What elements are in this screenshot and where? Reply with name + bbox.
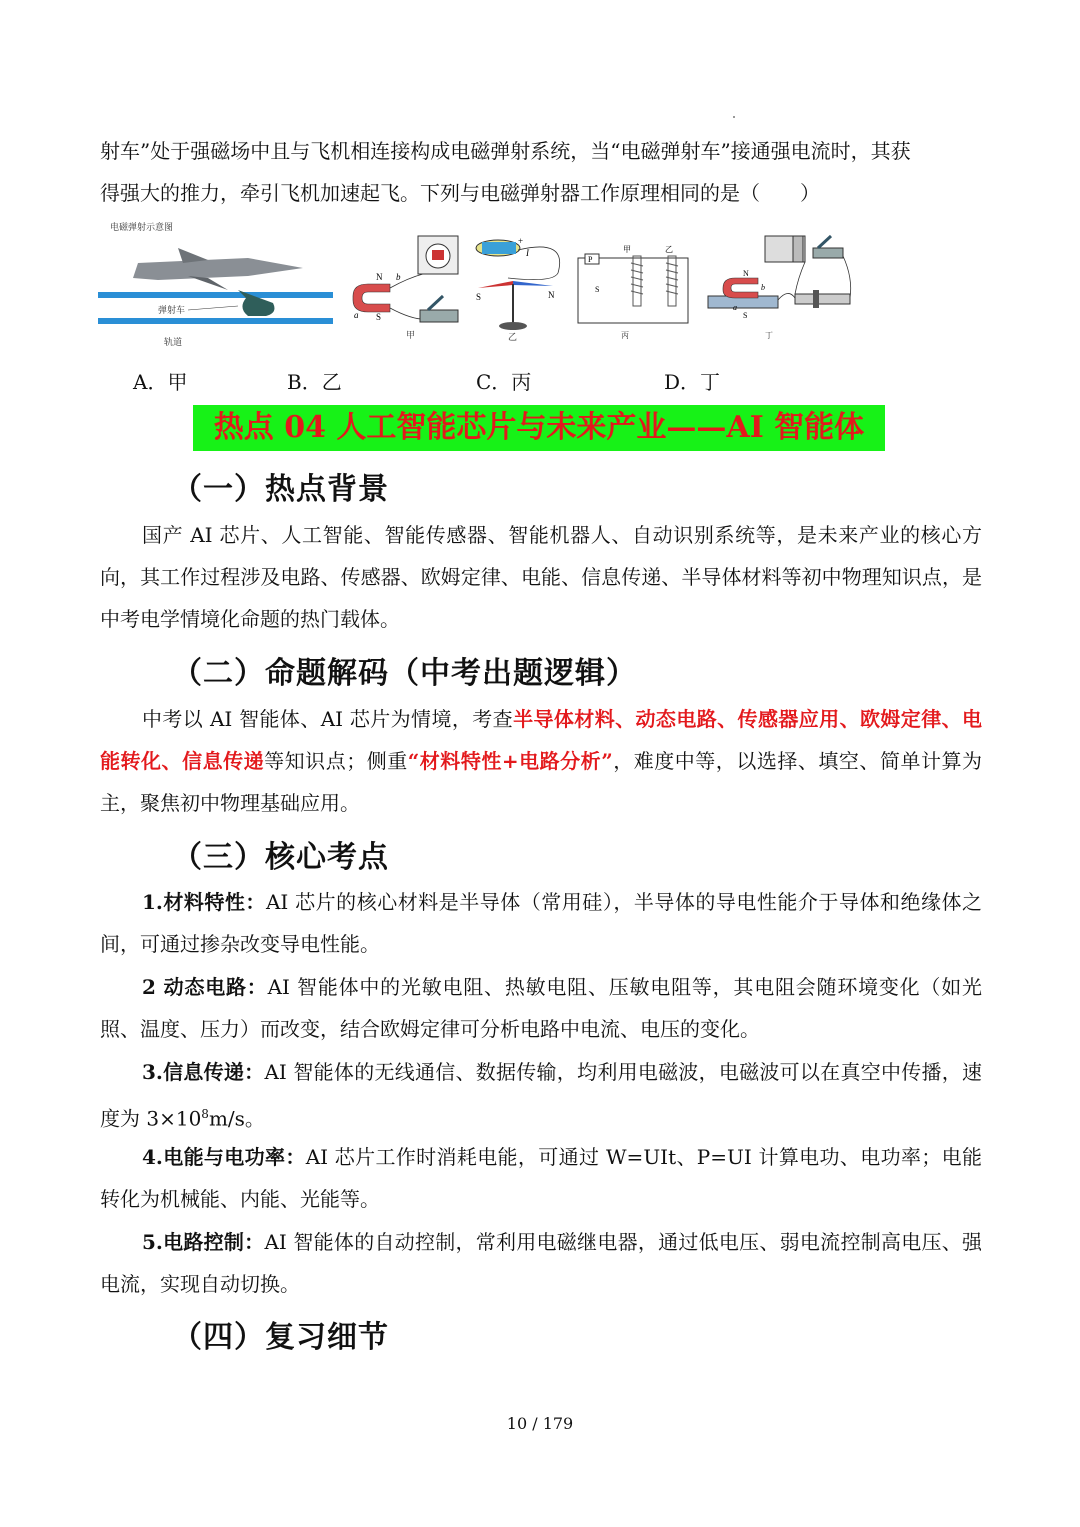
hot-topic-title: 热点 04 人工智能芯片与未来产业——AI 智能体 bbox=[193, 405, 885, 451]
svg-text:+: + bbox=[518, 236, 524, 246]
svg-text:b: b bbox=[761, 283, 765, 292]
svg-text:S: S bbox=[595, 285, 600, 294]
section-4-title: （四）复习细节 bbox=[172, 1320, 389, 1355]
svg-text:甲: 甲 bbox=[406, 330, 416, 340]
key-point-4: 4.电能与电功率：AI 芯片工作时消耗电能，可通过 W=UIt、P=UI 计算电功、电功率；电能转化为机械能、内能、光能等。 bbox=[100, 1145, 982, 1211]
figure-bing bbox=[578, 245, 688, 340]
svg-text:S: S bbox=[743, 311, 748, 320]
scan-dot bbox=[733, 116, 735, 118]
svg-text:N: N bbox=[743, 269, 749, 278]
question-text: 射车”处于强磁场中且与飞机相连接构成电磁弹射系统，当“电磁弹射车”接通强电流时，其获 得强大的推力，牵引飞机加速起飞。下列与电磁弹射器工作原理相同的是（ ） bbox=[100, 139, 911, 205]
svg-text:a: a bbox=[733, 303, 737, 312]
page-number: 10 / 179 bbox=[506, 1414, 574, 1433]
section-1-body: 国产 AI 芯片、人工智能、智能传感器、智能机器人、自动识别系统等，是未来产业的核心方向，其工作过程涉及电路、传感器、欧姆定律、电能、信息传递、半导体材料等初中物理知识点，是中考电学情境化命题的热门载体。 bbox=[100, 523, 982, 631]
key-point-2: 2 动态电路：AI 智能体中的光敏电阻、热敏电阻、压敏电阻等，其电阻会随环境变化（如光照、温度、压力）而改变，结合欧姆定律可分析电路中电流、电压的变化。 bbox=[100, 975, 982, 1041]
svg-text:弹射车: 弹射车 bbox=[158, 305, 186, 315]
section-3-title: （三）核心考点 bbox=[172, 840, 389, 875]
svg-text:S: S bbox=[476, 292, 482, 302]
section-2-title: （二）命题解码（中考出题逻辑） bbox=[172, 656, 637, 691]
figure-yi bbox=[476, 236, 560, 342]
key-point-5: 5.电路控制：AI 智能体的自动控制，常利用电磁继电器，通过低电压、弱电流控制高电压、强电流，实现自动切换。 bbox=[100, 1230, 982, 1296]
svg-text:P: P bbox=[588, 255, 593, 264]
option-b[interactable]: B．乙 bbox=[287, 370, 342, 394]
svg-text:丁: 丁 bbox=[765, 331, 773, 340]
figure-ding bbox=[708, 236, 851, 340]
figure-jia bbox=[353, 236, 458, 340]
svg-text:N: N bbox=[376, 272, 383, 282]
svg-text:I: I bbox=[526, 248, 529, 258]
svg-text:甲: 甲 bbox=[623, 245, 631, 254]
option-d[interactable]: D．丁 bbox=[664, 370, 721, 394]
question-figures bbox=[98, 218, 868, 348]
option-c[interactable]: C．丙 bbox=[476, 370, 532, 394]
svg-text:b: b bbox=[396, 272, 401, 282]
fig-caption: 电磁弹射示意图 bbox=[110, 222, 174, 232]
svg-text:S: S bbox=[376, 312, 382, 322]
svg-text:a: a bbox=[354, 310, 359, 320]
svg-text:乙: 乙 bbox=[665, 245, 673, 254]
section-2-body: 中考以 AI 智能体、AI 芯片为情境，考查半导体材料、动态电路、传感器应用、欧姆定律、电能转化、信息传递等知识点；侧重“材料特性+电路分析”，难度中等，以选择、填空、简单计算为主，聚焦初中物理基础应用。 bbox=[100, 707, 983, 815]
option-a[interactable]: A．甲 bbox=[133, 370, 188, 394]
key-point-3: 3.信息传递：AI 智能体的无线通信、数据传输，均利用电磁波，电磁波可以在真空中传播，速度为 $3\times 10^8m/s$。 bbox=[100, 1060, 982, 1131]
svg-text:乙: 乙 bbox=[508, 332, 518, 342]
svg-text:轨道: 轨道 bbox=[164, 337, 183, 347]
key-point-1: 1.材料特性：AI 芯片的核心材料是半导体（常用硅），半导体的导电性能介于导体和绝缘体之间，可通过掺杂改变导电性能。 bbox=[100, 890, 982, 956]
jet-figure bbox=[98, 221, 333, 347]
svg-text:丙: 丙 bbox=[621, 331, 629, 340]
svg-text:N: N bbox=[548, 290, 555, 300]
section-1-title: （一）热点背景 bbox=[172, 472, 389, 507]
